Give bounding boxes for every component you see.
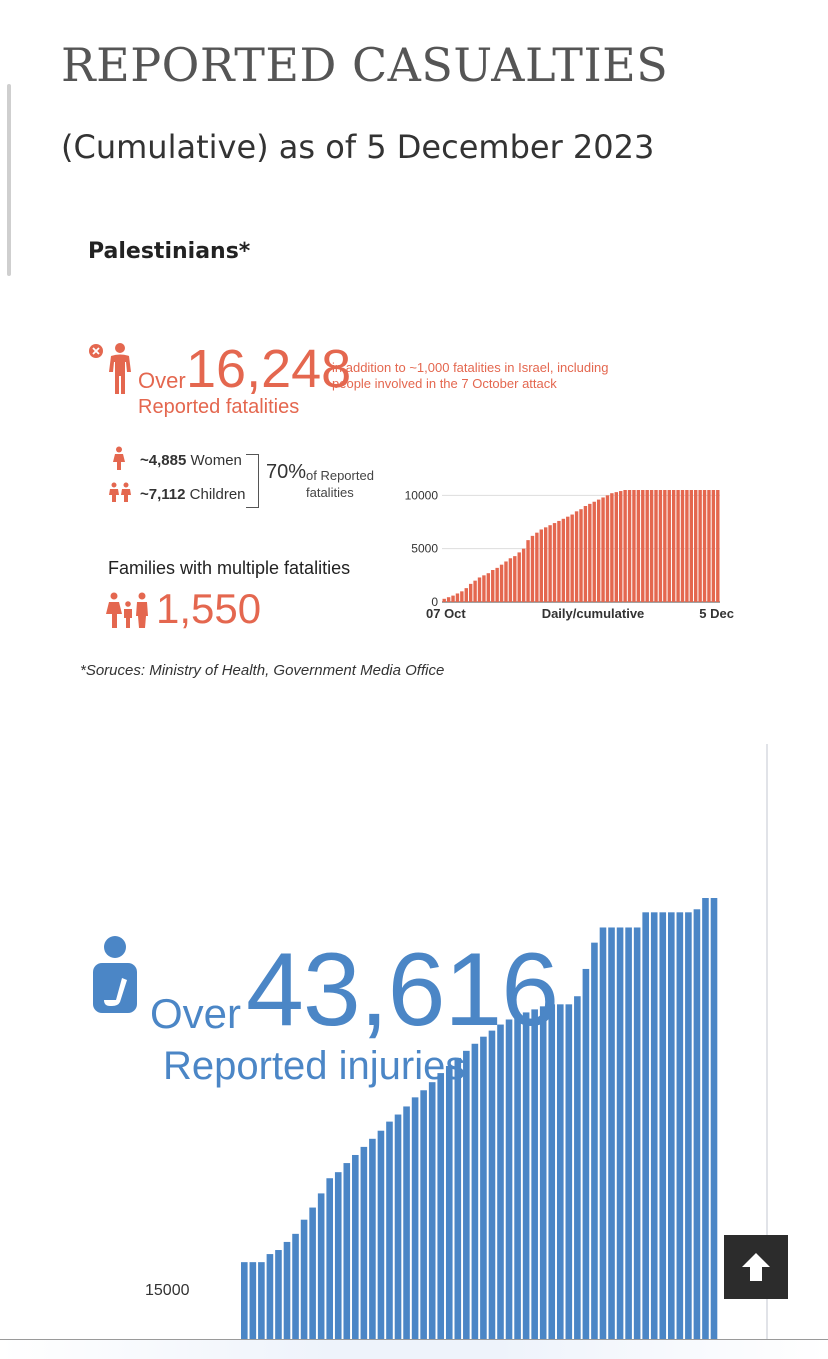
injured-person-icon: [90, 936, 140, 1021]
page-subtitle: (Cumulative) as of 5 December 2023: [61, 128, 655, 166]
fatalities-value: 16,248: [186, 339, 352, 399]
bar: [455, 1058, 462, 1339]
bar: [650, 490, 653, 602]
bar: [645, 490, 648, 602]
fatality-person-icon: [88, 342, 136, 401]
bar: [478, 577, 481, 602]
bar: [659, 490, 662, 602]
children-value: ~7,112: [140, 486, 186, 503]
bar: [716, 490, 719, 602]
bar: [625, 927, 632, 1339]
section-heading: Palestinians*: [88, 239, 251, 264]
bar: [702, 898, 709, 1339]
bar: [482, 575, 485, 602]
bar: [600, 927, 607, 1339]
bar: [522, 549, 525, 602]
bar: [659, 912, 666, 1339]
injuries-over-label: Over: [150, 990, 242, 1037]
bar: [672, 490, 675, 602]
bar: [535, 533, 538, 602]
woman-icon: [110, 446, 128, 475]
bar: [309, 1208, 316, 1339]
bar: [500, 565, 503, 602]
bar: [544, 527, 547, 602]
scroll-indicator[interactable]: [7, 84, 11, 276]
bar: [619, 491, 622, 602]
bar: [608, 927, 615, 1339]
bar: [469, 584, 472, 602]
bar: [583, 969, 590, 1339]
x-tick-label: 07 Oct: [426, 606, 466, 621]
women-row: [140, 452, 242, 469]
bar: [593, 502, 596, 602]
bar: [615, 492, 618, 602]
injuries-label: Reported injuries: [163, 1044, 466, 1088]
bar: [420, 1090, 427, 1339]
bar: [361, 1147, 368, 1339]
bar: [526, 540, 529, 602]
bar: [570, 515, 573, 602]
bar: [472, 1044, 479, 1339]
bar: [540, 529, 543, 602]
bar: [275, 1250, 282, 1339]
bar: [513, 556, 516, 602]
bar: [557, 1004, 564, 1339]
bar: [258, 1262, 265, 1339]
bar: [480, 1037, 487, 1339]
bar: [663, 490, 666, 602]
bar: [292, 1234, 299, 1339]
bar: [676, 490, 679, 602]
bar: [681, 490, 684, 602]
bar: [694, 490, 697, 602]
bar: [241, 1262, 248, 1339]
bar: [369, 1139, 376, 1339]
fatalities-note: in addition to ~1,000 fatalities in Israel, including people involved in the 7 October attack: [332, 360, 609, 391]
children-icon: [108, 482, 132, 507]
bar: [575, 511, 578, 602]
bar: [703, 490, 706, 602]
bar: [343, 1163, 350, 1339]
bar: [446, 1066, 453, 1339]
bar: [628, 490, 631, 602]
bar: [497, 1025, 504, 1339]
bar: [712, 490, 715, 602]
bar: [378, 1131, 385, 1339]
bar: [651, 912, 658, 1339]
children-label: Children: [189, 486, 246, 503]
bar: [707, 490, 710, 602]
bar: [456, 593, 459, 602]
bar: [518, 552, 521, 602]
injuries-y-tick-label: 15000: [145, 1282, 190, 1299]
bar: [531, 536, 534, 602]
bar: [506, 1019, 513, 1339]
bar: [677, 912, 684, 1339]
bar: [509, 558, 512, 602]
bar: [668, 912, 675, 1339]
source-note: *Soruces: Ministry of Health, Government Media Office: [80, 662, 445, 679]
bar: [553, 523, 556, 602]
y-tick-label: 5000: [411, 541, 438, 556]
y-tick-label: 10000: [404, 488, 438, 503]
bar: [617, 927, 624, 1339]
bar: [540, 1006, 547, 1339]
bar: [690, 490, 693, 602]
x-axis-label: Daily/cumulative: [541, 606, 645, 621]
bar: [326, 1178, 333, 1339]
bar: [451, 596, 454, 602]
bar: [495, 568, 498, 602]
bar: [566, 517, 569, 602]
bar: [610, 493, 613, 602]
bar: [632, 490, 635, 602]
bar: [548, 525, 551, 602]
bar: [642, 912, 649, 1339]
bar: [335, 1172, 342, 1339]
bar: [597, 500, 600, 602]
breakdown-bracket: [246, 454, 259, 508]
bar: [412, 1097, 419, 1339]
injuries-value: 43,616: [246, 932, 559, 1048]
families-label: Families with multiple fatalities: [108, 558, 351, 578]
bar: [634, 927, 641, 1339]
bar: [579, 509, 582, 602]
bar: [668, 490, 671, 602]
page-title: REPORTED CASUALTIES: [61, 38, 669, 92]
percent-value: 70%: [266, 461, 307, 483]
bar: [523, 1012, 530, 1339]
bar: [641, 490, 644, 602]
bar: [284, 1242, 291, 1339]
bar: [491, 570, 494, 602]
children-row: [140, 486, 246, 503]
women-label: Women: [190, 452, 242, 469]
bar: [654, 490, 657, 602]
bar: [267, 1254, 274, 1339]
arrow-up-icon: [739, 1250, 773, 1284]
bar: [386, 1122, 393, 1339]
bar: [548, 1004, 555, 1339]
bar: [429, 1082, 436, 1339]
fatalities-chart: [396, 480, 746, 640]
bar: [443, 599, 446, 602]
bar: [685, 490, 688, 602]
bar: [711, 898, 718, 1339]
bar: [250, 1262, 257, 1339]
bar: [574, 996, 581, 1339]
bar: [352, 1155, 359, 1339]
bar: [504, 561, 507, 602]
bar: [588, 504, 591, 602]
bottom-bar: [0, 1340, 828, 1359]
bar: [395, 1115, 402, 1339]
fatalities-over-label: Over: [138, 368, 186, 393]
bar: [698, 490, 701, 602]
bar: [460, 591, 463, 602]
bar: [637, 490, 640, 602]
bar: [601, 497, 604, 602]
bar: [584, 506, 587, 602]
percent-note: of Reported fatalities: [306, 468, 374, 500]
bar: [685, 912, 692, 1339]
bar: [489, 1031, 496, 1339]
bar: [403, 1106, 410, 1339]
bar: [591, 943, 598, 1339]
families-value: 1,550: [156, 585, 262, 632]
bar: [473, 581, 476, 602]
bar: [566, 1004, 573, 1339]
bar: [531, 1009, 538, 1339]
family-icon: [106, 592, 150, 633]
bar: [606, 495, 609, 602]
bar: [447, 597, 450, 602]
bar: [562, 519, 565, 602]
bar: [463, 1051, 470, 1339]
bar: [487, 573, 490, 602]
fatalities-label: Reported fatalities: [138, 396, 300, 418]
bar: [514, 1015, 521, 1339]
y-tick-label: 0: [431, 595, 438, 609]
women-value: ~4,885: [140, 452, 187, 469]
bar: [301, 1220, 308, 1339]
bar: [623, 490, 626, 602]
bar: [437, 1073, 444, 1339]
bar: [557, 521, 560, 602]
bar: [694, 909, 701, 1339]
bar: [465, 588, 468, 602]
bar: [318, 1193, 325, 1339]
scroll-to-top-button[interactable]: [724, 1235, 788, 1299]
x-tick-label: 5 Dec: [699, 606, 734, 621]
